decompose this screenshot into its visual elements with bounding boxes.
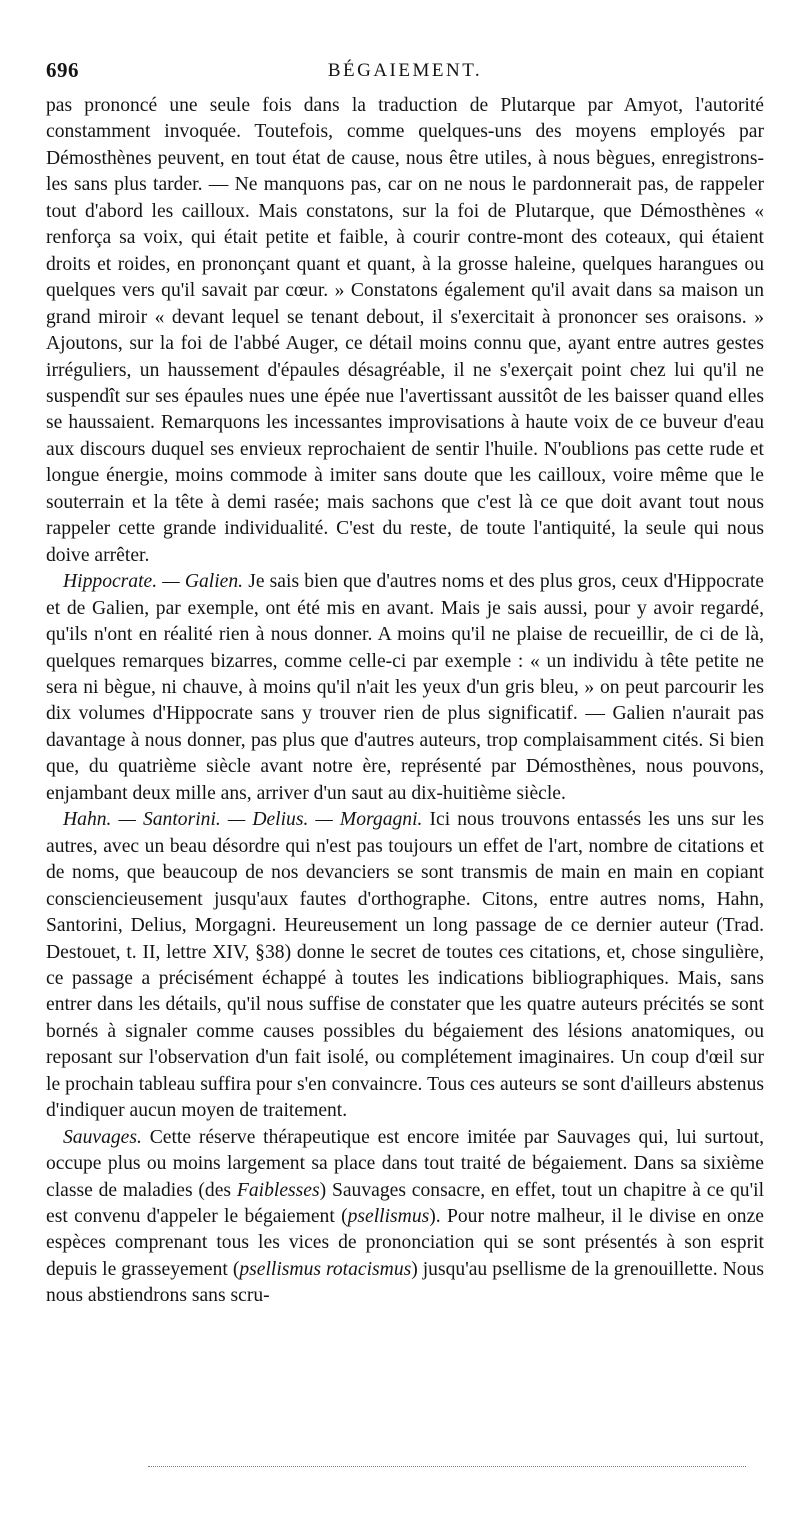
footer-dotted-rule: [148, 1466, 746, 1467]
page-number: 696: [46, 58, 79, 82]
italic-term: psellismus rotacismus: [239, 1258, 412, 1280]
page-header: [46, 52, 764, 88]
paragraph: [46, 1125, 764, 1310]
italic-term: psellismus: [347, 1206, 430, 1228]
paragraph-lead-heading: Hippocrate. — Galien.: [63, 571, 244, 593]
paragraph-text: Cette réserve thérapeutique est encore imitée par Sauvages qui, lui surtout, occupe plus ou moins largement sa place dans tout traité de bégaiement. Dans sa sixième classe de maladies (des: [46, 1126, 764, 1201]
paragraph-lead-heading: Hahn. — Santorini. — Delius. — Morgagni.: [63, 809, 423, 831]
paragraph: [46, 807, 764, 1124]
paragraph-text: pas prononcé une seule fois dans la traduction de Plutarque par Amyot, l'autorité constamment invoquée. Toutefois, comme quelques-uns des moyens employés par Démosthènes peuvent, en tout état de cause, nous être utiles, à nous bègues, enregistrons-les sans plus tarder. — Ne manquons pas, car on ne nous le pardonnerait pas, de rappeler tout d'abord les cailloux. Mais constatons, sur la foi de Plutarque, que Démosthènes « renforça sa voix, qui était petite et faible, à courir contre-mont des coteaux, qui étaient droits et roides, en prononçant quant et quant, à la grosse haleine, quelques harangues ou quelques vers qu'il savait par cœur. » Constatons également qu'il avait dans sa maison un grand miroir « devant lequel se tenant debout, il s'exercitait à prononcer ses oraisons. » Ajoutons, sur la foi de l'abbé Auger, ce détail moins connu que, ayant entre autres gestes irréguliers, un haussement d'épaules désagréable, il ne s'exerçait point chez lui qu'il ne suspendît sur ses épaules nues une épée nue l'avertissant aussitôt de les baisser quand elles se haussaient. Remarquons les incessantes improvisations à haute voix de ce buveur d'eau aux discours duquel ses envieux reprochaient de sentir l'huile. N'oublions pas cette rude et longue énergie, moins commode à imiter sans doute que les cailloux, voire même que le souterrain et la tête à demi rasée; mais sachons que c'est là ce que doit avant tout nous rappeler cette grande individualité. C'est du reste, de toute l'antiquité, la seule qui nous doive arrêter.: [46, 95, 764, 566]
paragraph-lead-heading: Sauvages.: [63, 1126, 142, 1148]
running-head: BÉGAIEMENT.: [327, 60, 483, 81]
italic-term: Faiblesses: [236, 1179, 320, 1201]
paragraph-text: ) jusqu'au psellisme de la grenouillette. Nous nous abstiendrons sans scru-: [46, 1258, 764, 1307]
paragraph-text: Ici nous trouvons entassés les uns sur les autres, avec un beau désordre qui n'est pas toujours un effet de l'art, nombre de citations et de noms, que beaucoup de nos devanciers se sont transmis de main en main en copiant consciencieusement jusqu'aux fautes d'orthographe. Citons, entre autres noms, Hahn, Santorini, Delius, Morgagni. Heureusement un long passage de ce dernier auteur (Trad. Destouet, t. II, lettre XIV, §38) donne le secret de toutes ces citations, et, chose singulière, ce passage a précisément échappé à toutes les indications bibliographiques. Mais, sans entrer dans les détails, qu'il nous suffise de constater que les quatre auteurs précités se sont bornés à signaler comme causes possibles du bégaiement des lésions anatomiques, ou reposant sur l'observation d'un fait isolé, ou complétement imaginaires. Un coup d'œil sur le prochain tableau suffira pour s'en convaincre. Tous ces auteurs se sont d'ailleurs abstenus d'indiquer aucun moyen de traitement.: [46, 809, 764, 1122]
paragraph-text: ) Sauvages consacre, en effet, tout un chapitre à ce qu'il est convenu d'appeler le bégaiement (: [46, 1179, 765, 1228]
body-text: [46, 93, 764, 1310]
paragraph-text: ). Pour notre malheur, il le divise en onze espèces comprenant tous les vices de prononciation qui se sont présentés à son esprit depuis le grasseyement (: [46, 1206, 764, 1280]
paragraph: [46, 93, 764, 569]
paragraph-text: Je sais bien que d'autres noms et des plus gros, ceux d'Hippocrate et de Galien, par exemple, ont été mis en avant. Mais je sais aussi, pour y avoir regardé, qu'ils n'ont en réalité rien à nous donner. A moins qu'il ne plaise de recueillir, de ci de là, quelques remarques bizarres, comme celle-ci par exemple : « un individu à tête petite ne sera ni bègue, ni chauve, à moins qu'il n'ait les yeux d'un gris bleu, » on peut parcourir les dix volumes d'Hippocrate sans y trouver rien de plus significatif. — Galien n'aurait pas davantage à nous donner, pas plus que d'autres auteurs, trop complaisamment cités. Si bien que, du quatrième siècle avant notre ère, représenté par Démosthènes, nous pouvons, enjambant deux mille ans, arriver d'un saut au dix-huitième siècle.: [46, 571, 764, 804]
paragraph: [46, 569, 764, 807]
